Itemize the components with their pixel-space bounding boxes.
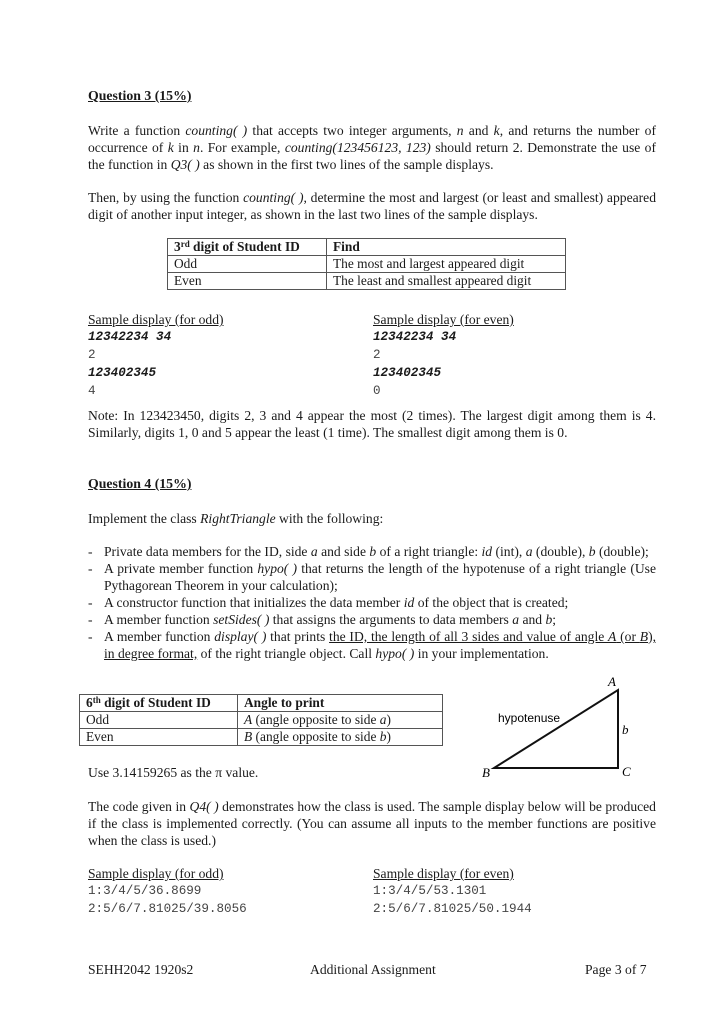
sample-title: Sample display (for odd) [88,312,224,327]
list-item: - A member function setSides( ) that assigns the arguments to data members a and b; [88,611,656,628]
triangle-label-b-vertex: B [482,765,490,780]
triangle-label-a-vertex: A [608,674,616,689]
sample-line: 2 [373,348,381,362]
sample-line: 2:5/6/7.81025/50.1944 [373,902,532,916]
q3-sample-odd [88,312,224,400]
footer-title: Additional Assignment [310,962,436,977]
table-row [168,239,566,256]
table-cell: B (angle opposite to side b) [238,729,443,746]
table-row [168,256,566,273]
sample-line: 4 [88,384,96,398]
list-item: - A member function display( ) that prints the ID, the length of all 3 sides and value of angle A (or B), in degree format, of the right triangle object. Call hypo( ) in your implementation. [88,628,656,662]
sample-line: 2:5/6/7.81025/39.8056 [88,902,247,916]
table-header-angle: Angle to print [238,695,443,712]
footer-course: SEHH2042 1920s2 [88,962,194,977]
list-item: - A private member function hypo( ) that returns the length of the hypotenuse of a right triangle (Use Pythagorean Theorem in your calculation); [88,560,656,594]
table-cell: Odd [80,712,238,729]
sample-line: 2 [88,348,96,362]
q4-angle-table [79,694,443,746]
sample-line: 123402345 [88,366,157,380]
table-row [168,273,566,290]
table-header-digit: 3rd digit of Student ID [168,239,327,256]
q3-note: Note: In 123423450, digits 2, 3 and 4 appear the most (2 times). The largest digit among them is 4. Similarly, digits 1, 0 and 5 appear the least (1 time). The smallest digit among them is 0. [88,408,656,440]
q3-paragraph-1: Write a function counting( ) that accepts two integer arguments, n and k, and returns the number of occurrence of k in n. For example, counting(123456123, 123) should return 2. Demonstrate the use of the function in Q3( ) as shown in the first two lines of the sample displays. [88,123,656,172]
table-cell: Even [168,273,327,290]
q4-requirements-list [88,543,656,662]
table-cell: The least and smallest appeared digit [327,273,566,290]
table-cell: The most and largest appeared digit [327,256,566,273]
footer-page-number: Page 3 of 7 [585,962,647,977]
triangle-label-hypotenuse: hypotenuse [498,711,561,725]
sample-title: Sample display (for odd) [88,866,224,881]
table-cell: Odd [168,256,327,273]
sample-line: 0 [373,384,381,398]
q4-code-note: The code given in Q4( ) demonstrates how the class is used. The sample display below will be produced if the class is implemented correctly. (You can assume all inputs to the member functions are positive when the class is used.) [88,799,656,848]
sample-line: 12342234 34 [373,330,457,344]
table-header-digit: 6th digit of Student ID [80,695,238,712]
list-item: - Private data members for the ID, side a and side b of a right triangle: id (int), a (double), b (double); [88,543,656,560]
sample-title: Sample display (for even) [373,866,514,881]
q3-heading: Question 3 (15%) [88,88,192,103]
list-item: - A constructor function that initializes the data member id of the object that is created; [88,594,656,611]
sample-line: 1:3/4/5/53.1301 [373,884,487,898]
right-triangle-diagram [478,672,638,784]
table-cell: A (angle opposite to side a) [238,712,443,729]
triangle-label-side-b: b [622,722,629,737]
table-row [80,695,443,712]
table-cell: Even [80,729,238,746]
sample-title: Sample display (for even) [373,312,514,327]
q4-sample-odd [88,866,247,918]
q4-sample-even [373,866,532,918]
q3-sample-even [373,312,514,400]
triangle-shape [494,690,618,768]
q4-heading: Question 4 (15%) [88,476,192,491]
q4-intro: Implement the class RightTriangle with the following: [88,511,384,526]
q4-pi-note: Use 3.14159265 as the π value. [88,765,259,780]
sample-line: 1:3/4/5/36.8699 [88,884,202,898]
sample-line: 123402345 [373,366,442,380]
table-row [80,729,443,746]
q3-paragraph-2: Then, by using the function counting( ), determine the most and largest (or least and smallest) appeared digit of another input integer, as shown in the last two lines of the sample displays. [88,190,656,222]
table-row [80,712,443,729]
triangle-label-c-vertex: C [622,764,631,779]
q3-digit-table [167,238,566,290]
table-header-find: Find [327,239,566,256]
sample-line: 12342234 34 [88,330,172,344]
